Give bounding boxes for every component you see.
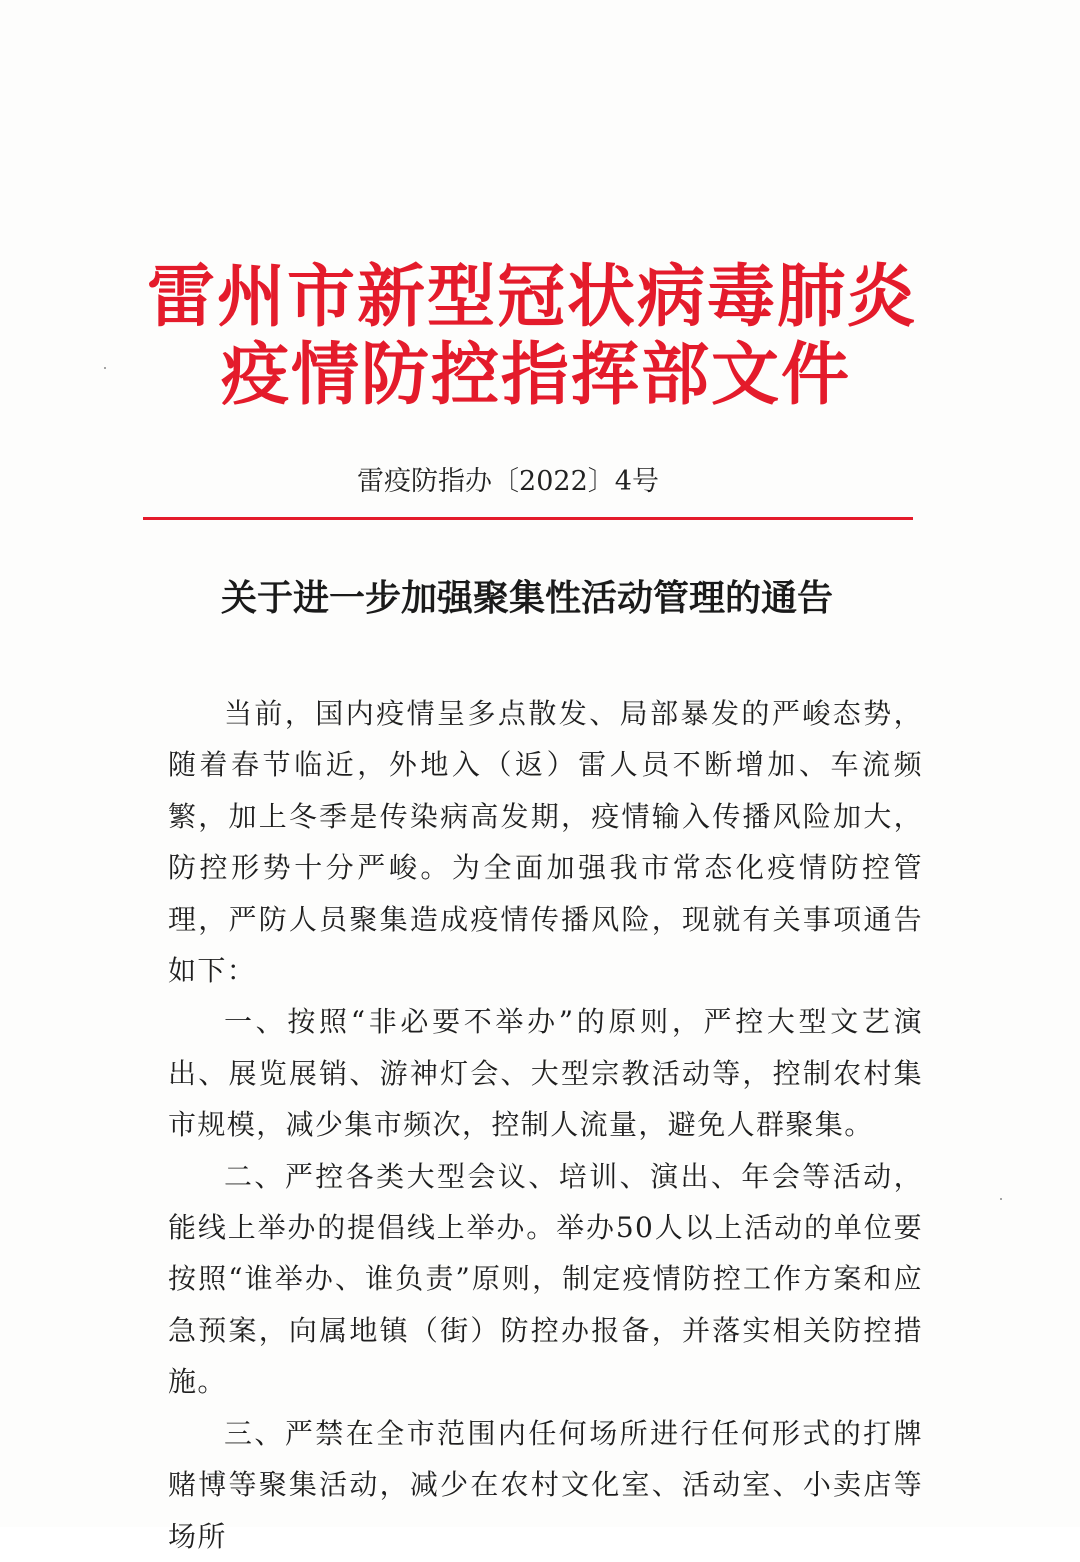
- issuing-authority-header-line1: 雷州市新型冠状病毒肺炎: [146, 257, 917, 337]
- body-paragraph-item-1: 一、按照“非必要不举办”的原则，严控大型文艺演出、展览展销、游神灯会、大型宗教活动等，控制农村集市规模，减少集市频次，控制人流量，避免人群聚集。: [168, 1005, 923, 1142]
- notice-body: [168, 688, 923, 1562]
- document-number: 雷疫防指办〔2022〕4号: [357, 466, 659, 497]
- body-paragraph-item-2: 二、严控各类大型会议、培训、演出、年会等活动，能线上举办的提倡线上举办。举办50人以上活动的单位要按照“谁举办、谁负责”原则，制定疫情防控工作方案和应急预案，向属地镇（街）防控办报备，并落实相关防控措施。: [168, 1159, 923, 1399]
- issuing-authority-header-line2: 疫情防控指挥部文件: [220, 335, 851, 415]
- scan-speck: [1000, 1198, 1002, 1200]
- body-paragraph-intro: 当前，国内疫情呈多点散发、局部暴发的严峻态势，随着春节临近，外地入（返）雷人员不断增加、车流频繁，加上冬季是传染病高发期，疫情输入传播风险加大，防控形势十分严峻。为全面加强我市常态化疫情防控管理，严防人员聚集造成疫情传播风险，现就有关事项通告如下：: [168, 697, 923, 988]
- red-divider-line: [143, 517, 913, 520]
- scan-speck: [104, 367, 106, 369]
- body-paragraph-item-3: 三、严禁在全市范围内任何场所进行任何形式的打牌赌博等聚集活动，减少在农村文化室、活动室、小卖店等场所: [168, 1416, 923, 1553]
- notice-title: 关于进一步加强聚集性活动管理的通告: [220, 577, 833, 619]
